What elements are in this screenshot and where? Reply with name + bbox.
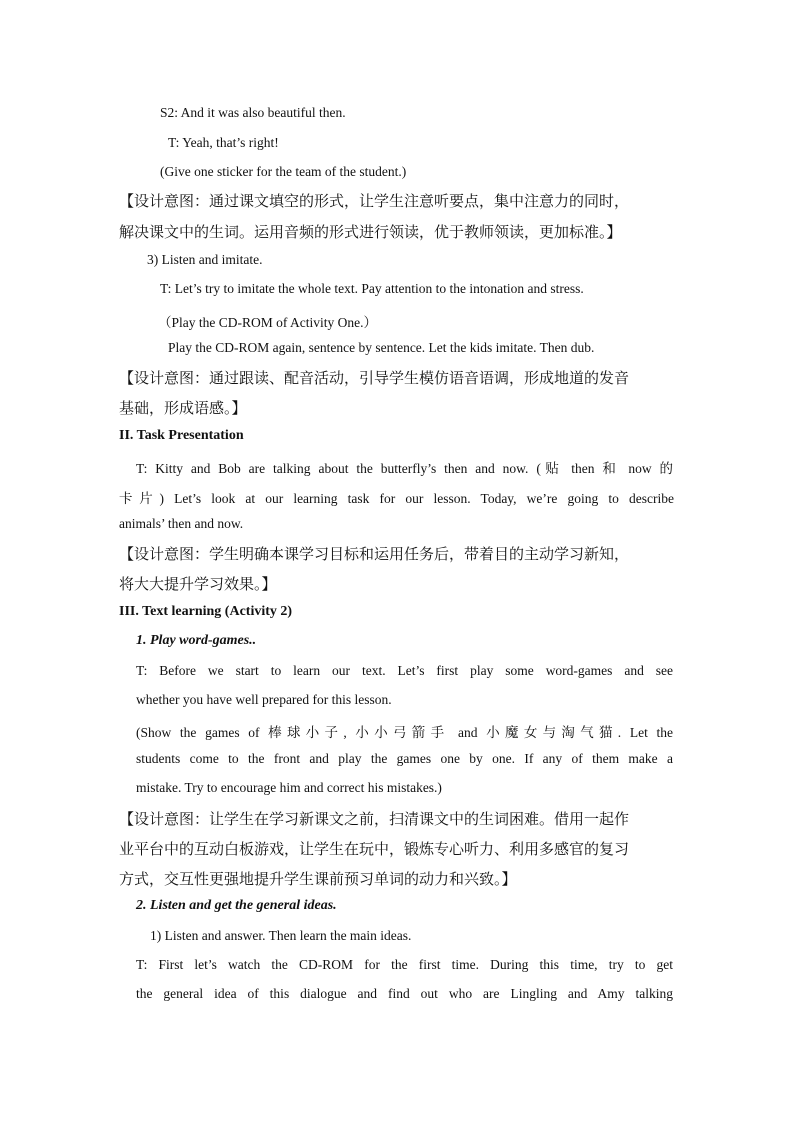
games-list-line-2: students come to the front and play the games one by one. If any of them make a: [136, 751, 673, 766]
design-intent-paragraph-4: 【设计意图：让学生在学习新课文之前，扫清课文中的生词困难。借用一起作: [119, 810, 630, 828]
cdrom-paragraph-line-1: T: First let’s watch the CD-ROM for the first time. During this time, try to get: [136, 957, 673, 972]
play-again-note: Play the CD-ROM again, sentence by sentence. Let the kids imitate. Then dub.: [168, 340, 595, 355]
word-games-paragraph-line-1: T: Before we start to learn our text. Let’s first play some word-games and see: [136, 663, 673, 678]
games-list-line-1: (Show the games of 棒球小子, 小小弓箭手 and 小魔女与淘气猫. Let the: [136, 725, 673, 740]
design-intent-paragraph-3: 【设计意图：学生明确本课学习目标和运用任务后，带着目的主动学习新知，: [119, 545, 630, 563]
design-intent-paragraph-2: 【设计意图：通过跟读、配音活动，引导学生模仿语音语调，形成地道的发音: [119, 369, 630, 387]
design-intent-paragraph-2-cont: 基础，形成语感。】: [119, 399, 247, 417]
dialogue-line-s2: S2: And it was also beautiful then.: [160, 105, 346, 120]
subheading-play-word-games: 1. Play word-games..: [136, 633, 257, 648]
design-intent-paragraph-3-cont: 将大大提升学习效果。】: [119, 575, 277, 593]
step-listen-answer: 1) Listen and answer. Then learn the main ideas.: [150, 928, 412, 943]
task-paragraph-line-3: animals’ then and now.: [119, 516, 244, 531]
section-heading-text-learning: III. Text learning (Activity 2): [119, 604, 293, 619]
subheading-listen-general-ideas: 2. Listen and get the general ideas.: [136, 898, 337, 913]
games-list-line-3: mistake. Try to encourage him and correct his mistakes.): [136, 780, 442, 795]
section-heading-task-presentation: II. Task Presentation: [119, 428, 244, 443]
teacher-instruction-imitate: T: Let’s try to imitate the whole text. Pay attention to the intonation and stress.: [160, 281, 584, 296]
design-intent-paragraph-1-cont: 解决课文中的生词。运用音频的形式进行领读，优于教师领读，更加标准。】: [119, 223, 622, 241]
word-games-paragraph-line-2: whether you have well prepared for this lesson.: [136, 692, 392, 707]
step-listen-imitate: 3) Listen and imitate.: [147, 252, 263, 267]
play-cdrom-note: （Play the CD-ROM of Activity One.）: [158, 315, 377, 330]
design-intent-paragraph-4-cont-1: 业平台中的互动白板游戏，让学生在玩中，锻炼专心听力、利用多感官的复习: [119, 840, 630, 858]
task-paragraph-line-2: 卡片) Let’s look at our learning task for our lesson. Today, we’re going to describe: [119, 491, 674, 506]
cdrom-paragraph-line-2: the general idea of this dialogue and find out who are Lingling and Amy talking: [136, 986, 673, 1001]
instruction-note: (Give one sticker for the team of the student.): [160, 164, 407, 179]
dialogue-line-teacher: T: Yeah, that’s right!: [168, 135, 279, 150]
design-intent-paragraph-4-cont-2: 方式，交互性更强地提升学生课前预习单词的动力和兴致。】: [119, 870, 517, 888]
task-paragraph-line-1: T: Kitty and Bob are talking about the butterfly’s then and now. (贴 then 和 now 的: [136, 461, 673, 476]
design-intent-paragraph-1: 【设计意图：通过课文填空的形式，让学生注意听要点，集中注意力的同时，: [119, 192, 630, 210]
